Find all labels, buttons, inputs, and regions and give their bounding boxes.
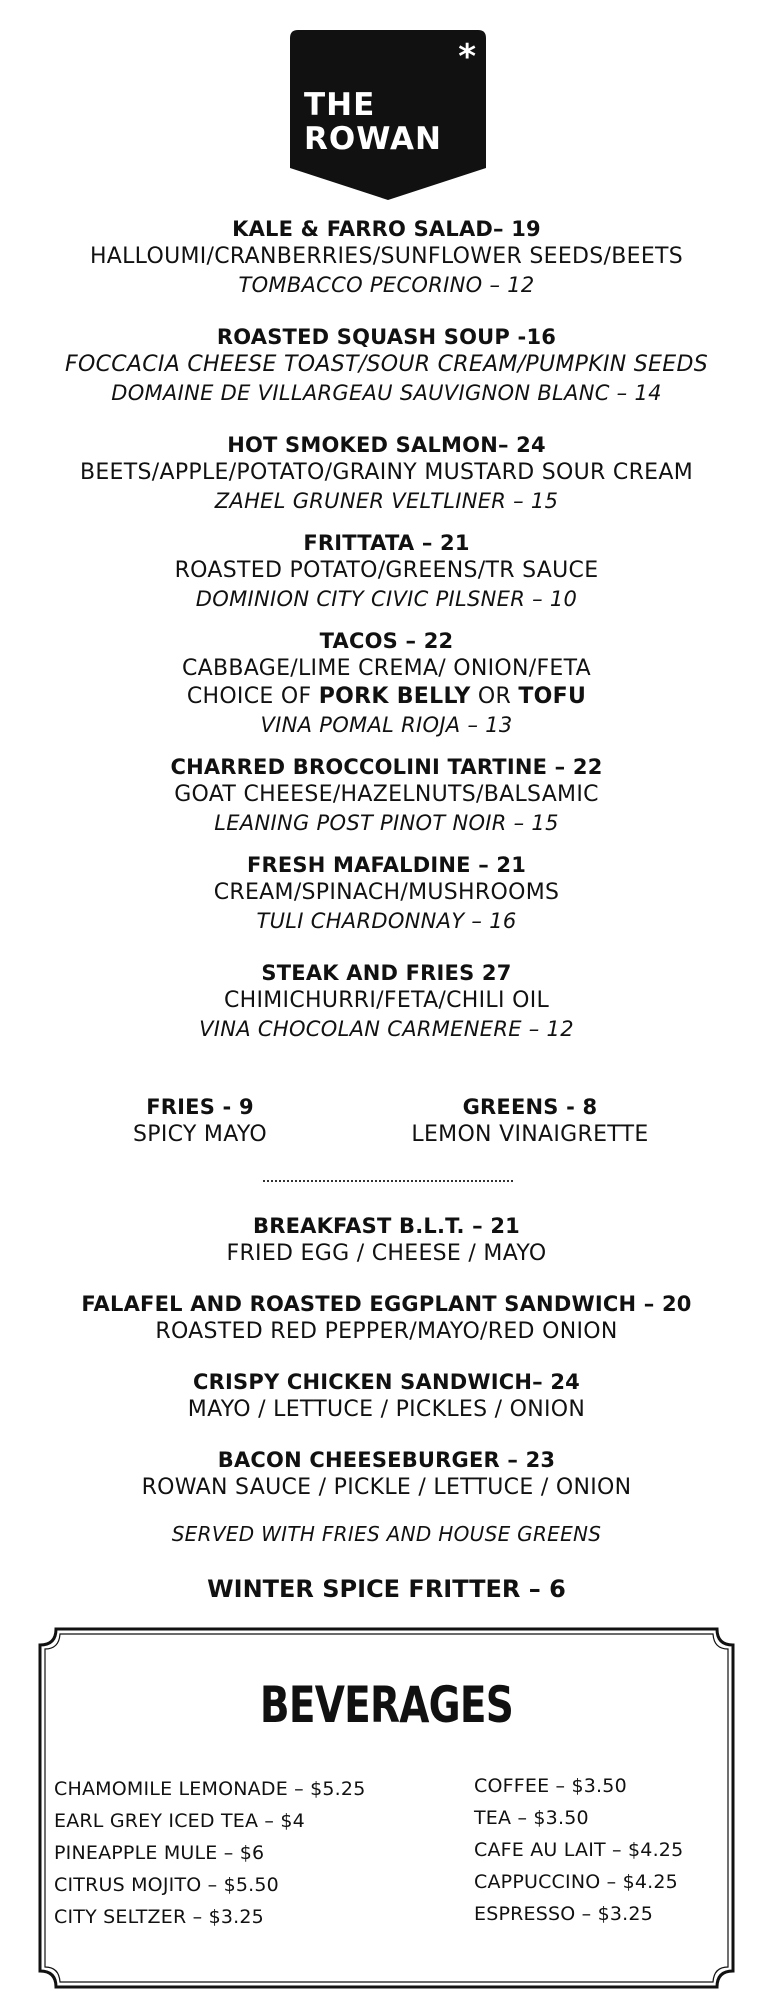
dish-name: BACON CHEESEBURGER – 23	[217, 1448, 556, 1472]
dish-name: FRESH MAFALDINE – 21	[246, 853, 527, 877]
dish-description: BEETS/APPLE/POTATO/GRAINY MUSTARD SOUR CREAM	[79, 460, 694, 485]
beverage-item: PINEAPPLE MULE – $6	[54, 1842, 265, 1864]
logo-wordmark	[304, 88, 442, 156]
beverage-item: CHAMOMILE LEMONADE – $5.25	[54, 1778, 366, 1800]
wine-pairing: VINA POMAL RIOJA – 13	[260, 713, 513, 737]
menu-item	[0, 323, 773, 407]
beverages-box	[34, 1623, 739, 1993]
dish-description: MAYO / LETTUCE / PICKLES / ONION	[187, 1397, 586, 1422]
menu-item	[0, 851, 773, 935]
dish-description: CREAM/SPINACH/MUSHROOMS	[213, 880, 560, 905]
menu-item	[0, 627, 773, 739]
served-with-note: SERVED WITH FRIES AND HOUSE GREENS	[171, 1522, 602, 1546]
menu-item	[0, 431, 773, 515]
dish-name: FALAFEL AND ROASTED EGGPLANT SANDWICH – 20	[81, 1292, 692, 1316]
beverage-item: TEA – $3.50	[474, 1807, 589, 1829]
menu-item	[0, 1368, 773, 1424]
beverage-item: CITRUS MOJITO – $5.50	[54, 1874, 279, 1896]
wine-pairing: LEANING POST PINOT NOIR – 15	[214, 811, 559, 835]
section-divider	[263, 1180, 513, 1182]
side-item	[100, 1093, 300, 1149]
dish-description: ROWAN SAUCE / PICKLE / LETTUCE / ONION	[141, 1475, 632, 1500]
menu-item	[0, 1212, 773, 1268]
main-dishes	[0, 215, 773, 1043]
dish-description: GOAT CHEESE/HAZELNUTS/BALSAMIC	[174, 782, 599, 807]
beverage-item: CAFE AU LAIT – $4.25	[474, 1839, 684, 1861]
choice-option-b: TOFU	[518, 684, 587, 709]
wine-pairing: VINA CHOCOLAN CARMENERE – 12	[199, 1017, 574, 1041]
dish-description: FOCCACIA CHEESE TOAST/SOUR CREAM/PUMPKIN SEEDS	[65, 352, 708, 377]
beverage-item: ESPRESSO – $3.25	[474, 1903, 653, 1925]
logo-star-icon: *	[458, 37, 476, 77]
dish-name: BREAKFAST B.L.T. – 21	[253, 1214, 520, 1238]
menu-item	[0, 753, 773, 837]
wine-pairing: TOMBACCO PECORINO – 12	[238, 273, 535, 297]
choice-prefix: CHOICE OF	[186, 684, 319, 709]
dish-name: KALE & FARRO SALAD– 19	[232, 217, 541, 241]
menu-item	[0, 959, 773, 1043]
logo-line-1: THE	[304, 87, 376, 123]
menu-item	[0, 529, 773, 613]
beverages-left-column	[54, 1773, 365, 1933]
dish-name: TACOS – 22	[319, 629, 454, 653]
menu-item	[0, 215, 773, 299]
dish-description: HALLOUMI/CRANBERRIES/SUNFLOWER SEEDS/BEETS	[89, 244, 684, 269]
restaurant-logo	[290, 30, 486, 200]
side-description: SPICY MAYO	[132, 1122, 267, 1147]
dish-description: FRIED EGG / CHEESE / MAYO	[226, 1241, 547, 1266]
beverage-item: COFFEE – $3.50	[474, 1775, 627, 1797]
dish-name: ROASTED SQUASH SOUP -16	[216, 325, 557, 349]
choice-connector: OR	[470, 684, 519, 709]
side-name: FRIES - 9	[146, 1095, 254, 1119]
menu-item	[0, 1446, 773, 1502]
dish-description: CABBAGE/LIME CREMA/ ONION/FETA	[181, 656, 591, 681]
dessert-item: WINTER SPICE FRITTER – 6	[207, 1575, 566, 1603]
wine-pairing: DOMINION CITY CIVIC PILSNER – 10	[195, 587, 578, 611]
beverages-right-column	[474, 1770, 683, 1930]
beverages-title: BEVERAGES	[259, 1676, 514, 1734]
beverage-item: EARL GREY ICED TEA – $4	[54, 1810, 305, 1832]
dish-description: ROASTED RED PEPPER/MAYO/RED ONION	[155, 1319, 618, 1344]
dish-name: STEAK AND FRIES 27	[261, 961, 512, 985]
choice-option-a: PORK BELLY	[318, 684, 471, 709]
dish-choice	[0, 683, 773, 711]
dish-name: CHARRED BROCCOLINI TARTINE – 22	[170, 755, 603, 779]
beverage-item: CITY SELTZER – $3.25	[54, 1906, 264, 1928]
dish-name: HOT SMOKED SALMON– 24	[227, 433, 546, 457]
logo-line-2: ROWAN	[304, 121, 442, 157]
menu-item	[0, 1290, 773, 1346]
dish-description: ROASTED POTATO/GREENS/TR SAUCE	[174, 558, 599, 583]
side-name: GREENS - 8	[462, 1095, 598, 1119]
dish-name: CRISPY CHICKEN SANDWICH– 24	[193, 1370, 580, 1394]
wine-pairing: ZAHEL GRUNER VELTLINER – 15	[214, 489, 559, 513]
side-description: LEMON VINAIGRETTE	[411, 1122, 649, 1147]
wine-pairing: TULI CHARDONNAY – 16	[256, 909, 517, 933]
wine-pairing: DOMAINE DE VILLARGEAU SAUVIGNON BLANC – 14	[111, 381, 662, 405]
side-item	[400, 1093, 660, 1149]
dish-description: CHIMICHURRI/FETA/CHILI OIL	[223, 988, 550, 1013]
dish-name: FRITTATA – 21	[303, 531, 470, 555]
sandwiches-section	[0, 1212, 773, 1604]
beverage-item: CAPPUCCINO – $4.25	[474, 1871, 678, 1893]
